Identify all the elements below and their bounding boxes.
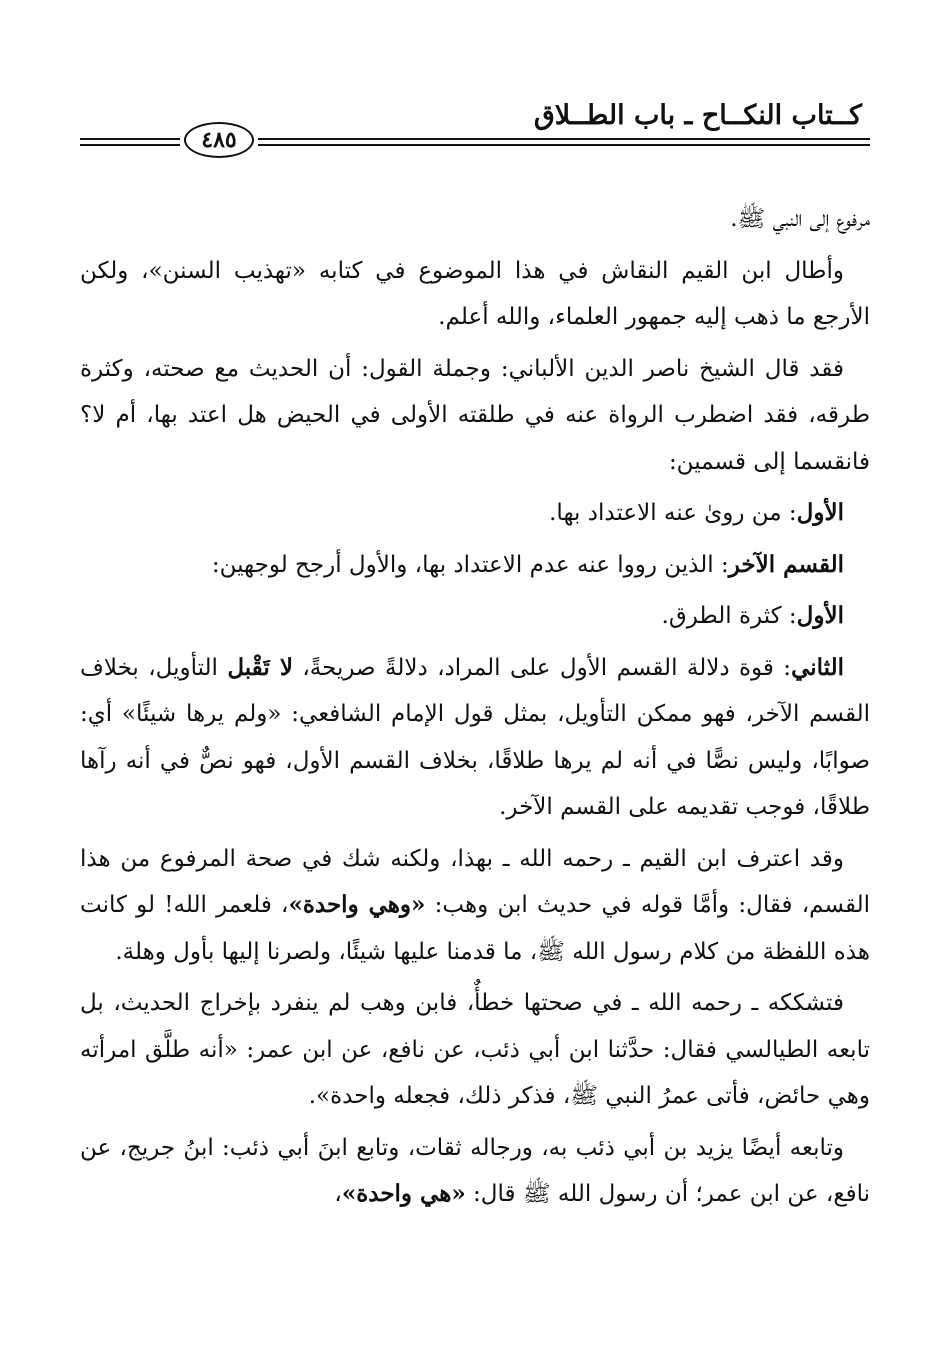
paragraph	[80, 490, 870, 537]
paragraph-text: فقد قال الشيخ ناصر الدين الألباني: وجملة القول: أن الحديث مع صحته، وكثرة طرقه، فقد اضطرب الرواة عنه في طلقته الأولى في الحيض هل اعتد بها، أم لا؟ فانقسما إلى قسمين:	[80, 355, 870, 475]
page-body	[80, 196, 870, 1218]
paragraph	[80, 593, 870, 640]
paragraph	[80, 542, 870, 589]
paragraph-text: مرفوع إلى النبي ﷺ.	[730, 206, 870, 232]
paragraph	[80, 980, 870, 1120]
paragraph-text: وتابعه أيضًا يزيد بن أبي ذئب به، ورجاله ثقات، وتابع ابنَ أبي ذئب: ابنُ جريج، عن نافع، عن ابن عمر؛ أن رسول الله ﷺ قال:	[80, 1134, 870, 1207]
header-rule	[80, 138, 180, 140]
bold-text: الأول	[796, 602, 844, 629]
bold-text: الأول	[796, 499, 844, 526]
paragraph	[80, 196, 870, 243]
bold-text: القسم الآخر	[728, 550, 844, 578]
paragraph-text: وقد اعترف ابن القيم ـ رحمه الله ـ بهذا، ولكنه شك في صحة المرفوع من هذا القسم، فقال: وأمَّا قوله في حديث ابن وهب:	[80, 845, 870, 918]
paragraph-text: : كثرة الطرق.	[661, 603, 797, 629]
bold-text: الثاني	[791, 653, 844, 681]
paragraph-text: : الذين رووا عنه عدم الاعتداد بها، والأول أرجح لوجهين:	[211, 551, 729, 578]
paragraph	[80, 346, 870, 486]
bold-text: لا تَقْبل	[227, 653, 293, 681]
header-rule	[80, 144, 180, 146]
paragraph-text: التأويل، بخلاف القسم الآخر، فهو ممكن التأويل، بمثل قول الإمام الشافعي: «ولم يرها شيئًا» أي: صوابًا، وليس نصًّا في أنه لم يرها طلاقًا، بخلاف القسم الأول، فهو نصٌّ في أنه رآها طلاقًا، فوجب تقديمه على القسم الآخر.	[80, 654, 870, 820]
paragraph-text: ،	[334, 1181, 342, 1207]
paragraph	[80, 836, 870, 976]
header-rule	[258, 144, 870, 146]
paragraph-text: : من روىٰ عنه الاعتداد بها.	[549, 500, 797, 526]
paragraph	[80, 645, 870, 831]
running-title: كــتاب النكــاح ـ باب الطــلاق	[533, 100, 862, 131]
page-number: ٤٨٥	[184, 122, 254, 158]
paragraph-text: فتشككه ـ رحمه الله ـ في صحتها خطأٌ، فابن وهب لم ينفرد بإخراج الحديث، بل تابعه الطيالسي فقال: حدَّثنا ابن أبي ذئب، عن نافع، عن ابن عمر: «أنه طلَّق امرأته وهي حائض، فأتى عمرُ النبي ﷺ، فذكر ذلك، فجعله واحدة».	[80, 990, 870, 1109]
paragraph-text: وأطال ابن القيم النقاش في هذا الموضوع في كتابه «تهذيب السنن»، ولكن الأرجع ما ذهب إليه جمهور العلماء، والله أعلم.	[80, 257, 870, 330]
bold-text: «وهي واحدة»	[288, 891, 426, 918]
paragraph	[80, 1125, 870, 1218]
paragraph-text: ، فلعمر الله! لو كانت هذه اللفظة من كلام رسول الله ﷺ، ما قدمنا عليها شيئًا، ولصرنا إليها بأول وهلة.	[80, 892, 870, 965]
paragraph	[80, 248, 870, 341]
paragraph-text: : قوة دلالة القسم الأول على المراد، دلالةً صريحةً،	[292, 654, 792, 681]
page-header	[80, 98, 870, 168]
bold-text: «هي واحدة»	[341, 1180, 466, 1207]
header-rule	[258, 138, 870, 140]
